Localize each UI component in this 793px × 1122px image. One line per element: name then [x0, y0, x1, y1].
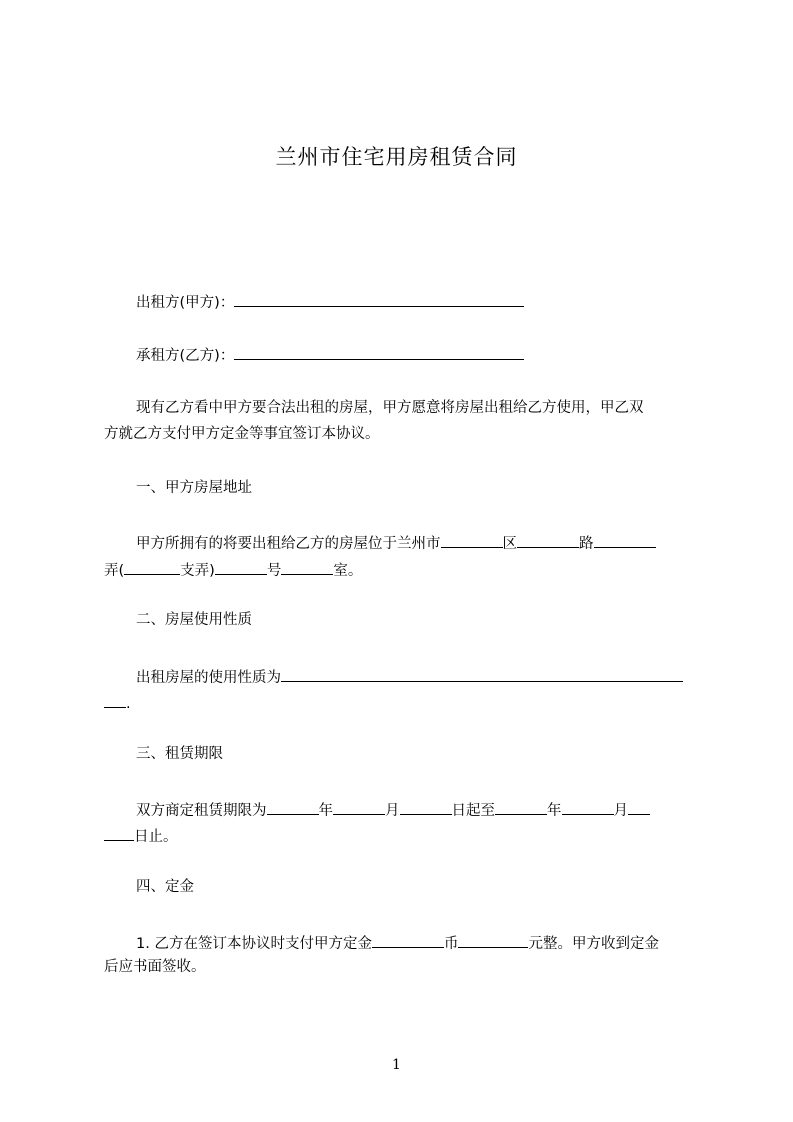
page-title: 兰州市住宅用房租赁合同 — [275, 145, 518, 169]
lessee-blank — [234, 345, 524, 360]
number-blank — [215, 560, 267, 575]
amount-label: 元整。甲方收到定金 — [528, 936, 659, 952]
term-line-1 — [136, 800, 650, 820]
road-label: 路 — [579, 536, 594, 552]
start-year-blank — [267, 800, 319, 815]
end-month-label: 月 — [613, 803, 628, 819]
lessor-line — [136, 292, 524, 312]
usage-blank — [281, 667, 683, 682]
end-day-blank — [628, 800, 650, 815]
lessor-blank — [234, 292, 524, 307]
section-2-heading: 二、房屋使用性质 — [136, 612, 252, 628]
deposit-line-2: 后应书面签收。 — [104, 959, 206, 975]
deposit-line-1 — [136, 933, 659, 953]
district-blank — [441, 533, 503, 548]
start-day-label: 日起至 — [451, 803, 495, 819]
number-label: 号 — [266, 563, 282, 579]
address-line-1 — [136, 533, 656, 553]
lessee-label: 承租方(乙方)： — [136, 348, 235, 364]
term-text: 双方商定租赁期限为 — [136, 803, 267, 819]
start-month-blank — [333, 800, 385, 815]
page-number: 1 — [392, 1057, 401, 1073]
currency-label: 币 — [443, 936, 459, 952]
start-month-label: 月 — [385, 803, 400, 819]
start-day-blank — [400, 800, 452, 815]
section-1-heading: 一、甲方房屋地址 — [136, 480, 252, 496]
lane-blank — [594, 533, 656, 548]
road-blank — [517, 533, 579, 548]
section-4-heading: 四、定金 — [136, 879, 194, 895]
deposit-text: 1. 乙方在签订本协议时支付甲方定金 — [136, 936, 372, 952]
lessee-line — [136, 345, 524, 365]
room-label: 室。 — [333, 563, 363, 579]
currency-blank — [372, 933, 444, 948]
intro-line-2: 方就乙方支付甲方定金等事宜签订本协议。 — [104, 426, 380, 442]
end-year-label: 年 — [547, 803, 562, 819]
usage-text: 出租房屋的使用性质为 — [136, 670, 281, 686]
term-line-2 — [104, 826, 178, 846]
usage-line-1 — [136, 667, 683, 687]
end-year-blank — [495, 800, 547, 815]
end-day-blank-continued — [104, 826, 134, 841]
usage-blank-continued — [104, 693, 126, 708]
address-text: 甲方所拥有的将要出租给乙方的房屋位于兰州市 — [136, 536, 441, 552]
end-month-blank — [562, 800, 614, 815]
address-line-2 — [104, 560, 362, 580]
end-day-label: 日止。 — [134, 829, 178, 845]
section-3-heading: 三、租赁期限 — [136, 746, 223, 762]
lessor-label: 出租方(甲方)： — [136, 295, 235, 311]
amount-blank — [458, 933, 528, 948]
lane-label: 弄( — [104, 563, 125, 579]
room-blank — [281, 560, 333, 575]
intro-line-1: 现有乙方看中甲方要合法出租的房屋，甲方愿意将房屋出租给乙方使用，甲乙双 — [136, 400, 644, 416]
sublane-blank — [124, 560, 180, 575]
district-label: 区 — [502, 536, 517, 552]
usage-period: . — [126, 696, 131, 712]
start-year-label: 年 — [318, 803, 333, 819]
sublane-label: 支弄) — [180, 563, 215, 579]
usage-line-2 — [104, 693, 131, 713]
